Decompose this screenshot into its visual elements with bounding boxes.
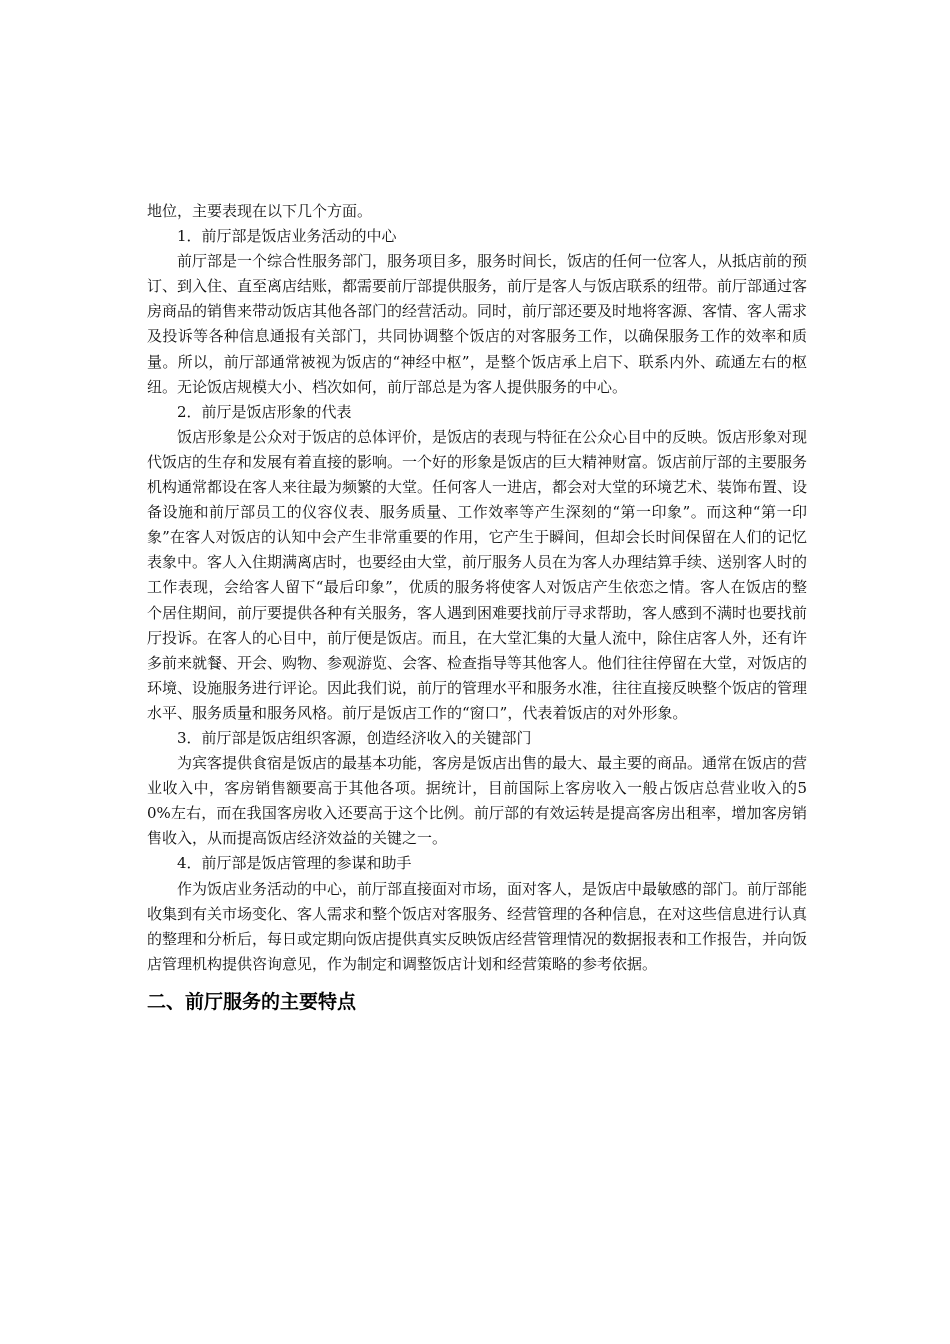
subheading-2: 2．前厅是饭店形象的代表 xyxy=(177,402,352,421)
paragraph-2: 饭店形象是公众对于饭店的总体评价，是饭店的表现与特征在公众心目中的反映。饭店形象对现代饭店的生存和发展有着直接的影响。一个好的形象是饭店的巨大精神财富。饭店前厅部的主要服务机构通常都设在客人来往最为频繁的大堂。任何客人一进店，都会对大堂的环境艺术、装饰布置、设备设施和前厅部员工的仪容仪表、服务质量、工作效率等产生深刻的“第一印象”。而这种“第一印象”在客人对饭店的认知中会产生非常重要的作用，它产生于瞬间，但却会长时间保留在人们的记忆表象中。客人入住期满离店时，也要经由大堂，前厅服务人员在为客人办理结算手续、送别客人时的工作表现，会给客人留下“最后印象”，优质的服务将使客人对饭店产生依恋之情。客人在饭店的整个居住期间，前厅要提供各种有关服务，客人遇到困难要找前厅寻求帮助，客人感到不满时也要找前厅投诉。在客人的心目中，前厅便是饭店。而且，在大堂汇集的大量人流中，除住店客人外，还有许多前来就餐、开会、购物、参观游览、会客、检查指导等其他客人。他们往往停留在大堂，对饭店的环境、设施服务进行评论。因此我们说，前厅的管理水平和服务水准，往往直接反映整个饭店的管理水平、服务质量和服务风格。前厅是饭店工作的“窗口”，代表着饭店的对外形象。 xyxy=(147,427,808,722)
paragraph-3: 为宾客提供食宿是饭店的最基本功能，客房是饭店出售的最大、最主要的商品。通常在饭店的营业收入中，客房销售额要高于其他各项。据统计，目前国际上客房收入一般占饭店总营业收入的50%左右，而在我国客房收入还要高于这个比例。前厅部的有效运转是提高客房出租率，增加客房销售收入，从而提高饭店经济效益的关键之一。 xyxy=(147,754,808,848)
paragraph-1: 前厅部是一个综合性服务部门，服务项目多，服务时间长，饭店的任何一位客人，从抵店前的预订、到入住、直至离店结账，都需要前厅部提供服务，前厅是客人与饭店联系的纽带。前厅部通过客房商品的销售来带动饭店其他各部门的经营活动。同时，前厅部还要及时地将客源、客情、客人需求及投诉等各种信息通报有关部门，共同协调整个饭店的对客服务工作，以确保服务工作的效率和质量。所以，前厅部通常被视为饭店的“神经中枢”，是整个饭店承上启下、联系内外、疏通左右的枢纽。无论饭店规模大小、档次如何，前厅部总是为客人提供服务的中心。 xyxy=(147,252,808,396)
paragraph-intro-continuation: 地位，主要表现在以下几个方面。 xyxy=(147,202,373,220)
paragraph-4: 作为饭店业务活动的中心，前厅部直接面对市场，面对客人，是饭店中最敏感的部门。前厅部能收集到有关市场变化、客人需求和整个饭店对客服务、经营管理的各种信息，在对这些信息进行认真的整理和分析后，每日或定期向饭店提供真实反映饭店经营管理情况的数据报表和工作报告，并向饭店管理机构提供咨询意见，作为制定和调整饭店计划和经营策略的参考依据。 xyxy=(147,879,808,973)
subheading-3: 3．前厅部是饭店组织客源，创造经济收入的关键部门 xyxy=(177,728,532,747)
subheading-1: 1．前厅部是饭店业务活动的中心 xyxy=(177,227,397,246)
subheading-4: 4．前厅部是饭店管理的参谋和助手 xyxy=(177,854,412,873)
document-body xyxy=(147,199,807,1017)
section-title: 二、前厅服务的主要特点 xyxy=(147,990,357,1013)
